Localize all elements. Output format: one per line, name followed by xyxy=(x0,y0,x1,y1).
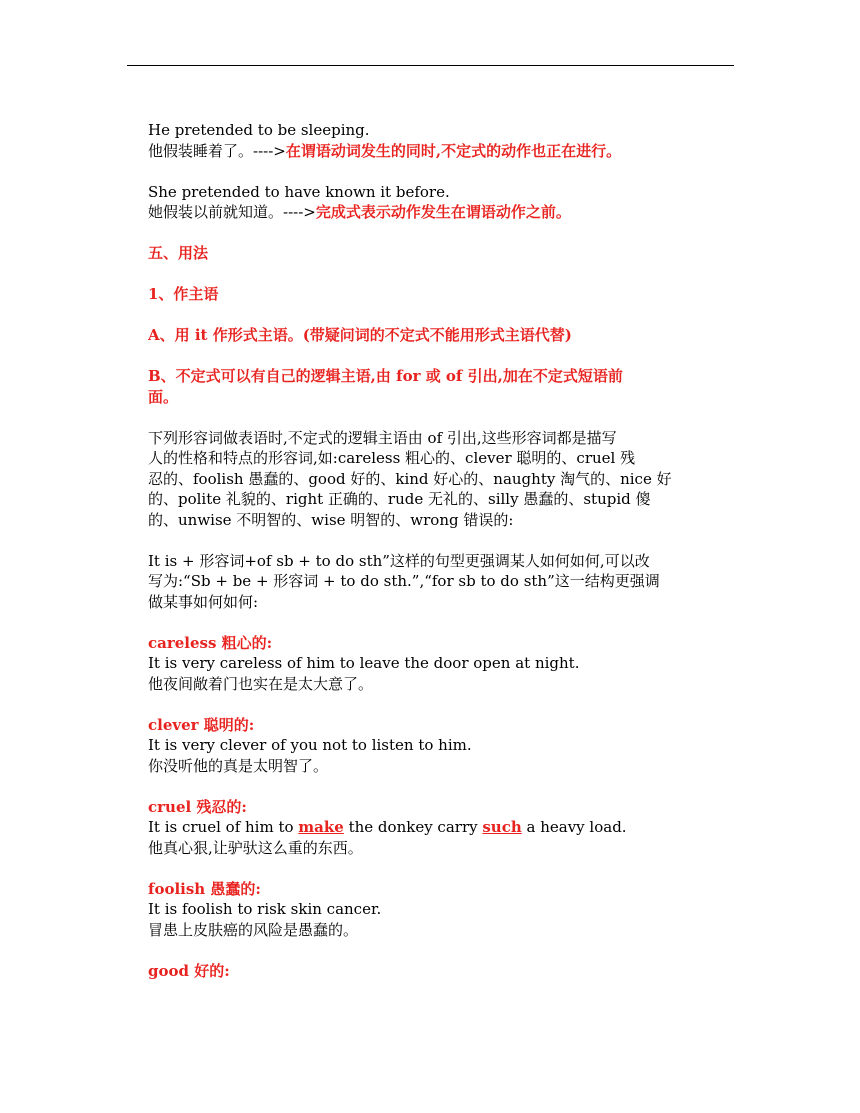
clever-example-english: It is very clever of you not to listen to him. xyxy=(148,736,472,754)
foolish-heading: foolish 愚蠢的: xyxy=(148,879,261,898)
paragraph-1-line-3: 忍的、foolish 愚蠢的、good 好的、kind 好心的、naughty 淘气的、nice 好 xyxy=(148,469,672,488)
cruel-example-english xyxy=(148,817,723,838)
example-2-english: She pretended to have known it before. xyxy=(148,182,450,201)
careless-example-chinese: 他夜间敞着门也实在是太大意了。 xyxy=(148,674,374,693)
document-body xyxy=(148,120,723,981)
cruel-example-chinese: 他真心狠,让驴驮这么重的东西。 xyxy=(148,838,363,857)
point-b-line-1: B、不定式可以有自己的逻辑主语,由 for 或 of 引出,加在不定式短语前 xyxy=(148,367,623,385)
cruel-highlight-make: make xyxy=(298,818,344,836)
paragraph-1-line-1: 下列形容词做表语时,不定式的逻辑主语由 of 引出,这些形容词都是描写 xyxy=(148,428,617,447)
example-2-translation xyxy=(148,202,723,223)
paragraph-2-line-1: It is + 形容词+of sb + to do sth”这样的句型更强调某人如何如何,可以改 xyxy=(148,551,650,570)
cruel-heading: cruel 残忍的: xyxy=(148,797,247,816)
example-1-english: He pretended to be sleeping. xyxy=(148,121,370,139)
cruel-example-part-2: the donkey carry xyxy=(343,818,483,836)
foolish-example-english: It is foolish to risk skin cancer. xyxy=(148,900,382,918)
example-1-translation xyxy=(148,141,723,162)
cruel-example-part-1: It is cruel of him to xyxy=(148,818,299,836)
paragraph-1-line-5: 的、unwise 不明智的、wise 明智的、wrong 错误的: xyxy=(148,510,514,529)
point-a: A、用 it 作形式主语。(带疑问词的不定式不能用形式主语代替) xyxy=(148,326,572,344)
clever-example-chinese: 你没听他的真是太明智了。 xyxy=(148,756,329,775)
example-2-note: 完成式表示动作发生在谓语动作之前。 xyxy=(315,203,571,221)
clever-heading: clever 聪明的: xyxy=(148,715,255,734)
cruel-example-part-3: a heavy load. xyxy=(521,818,627,836)
good-heading: good 好的: xyxy=(148,961,230,980)
example-1-chinese: 他假装睡着了。----> xyxy=(148,141,286,160)
header-rule xyxy=(127,65,734,66)
example-2-chinese: 她假装以前就知道。----> xyxy=(148,203,316,221)
careless-heading: careless 粗心的: xyxy=(148,633,273,652)
cruel-highlight-such: such xyxy=(482,818,522,836)
careless-example-english: It is very careless of him to leave the door open at night. xyxy=(148,654,580,672)
section-heading-usage: 五、用法 xyxy=(148,244,209,262)
example-1-note: 在谓语动词发生的同时,不定式的动作也正在进行。 xyxy=(285,141,622,160)
foolish-example-chinese: 冒患上皮肤癌的风险是愚蠢的。 xyxy=(148,920,359,939)
point-b-line-2: 面。 xyxy=(148,387,179,406)
paragraph-2-line-3: 做某事如何如何: xyxy=(148,592,259,611)
paragraph-2-line-2: 写为:“Sb + be + 形容词 + to do sth.”,“for sb to do sth”这一结构更强调 xyxy=(148,572,660,590)
subsection-heading-subject: 1、作主语 xyxy=(148,285,219,303)
paragraph-1-line-4: 的、polite 礼貌的、right 正确的、rude 无礼的、silly 愚蠢的、stupid 傻 xyxy=(148,490,651,508)
paragraph-1-line-2: 人的性格和特点的形容词,如:careless 粗心的、clever 聪明的、cruel 残 xyxy=(148,449,636,467)
